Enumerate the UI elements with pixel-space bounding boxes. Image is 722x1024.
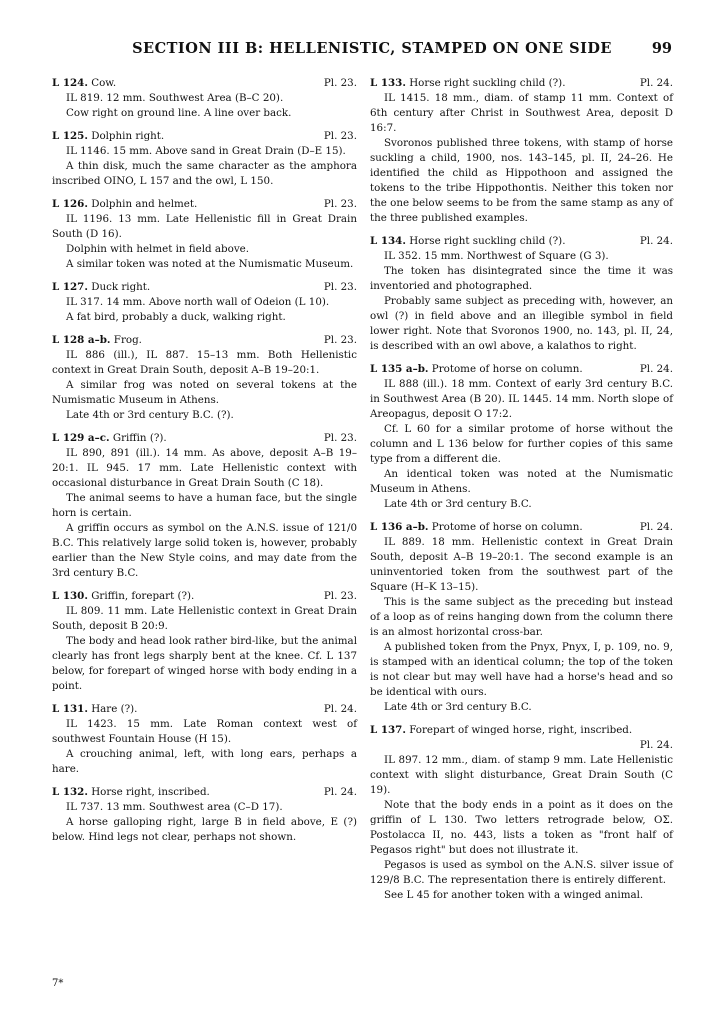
entry-paragraph: IL 352. 15 mm. Northwest of Square (G 3). — [384, 250, 609, 262]
catalog-entry — [52, 280, 357, 325]
catalog-number: L 125. — [52, 130, 88, 142]
entry-paragraph: Cow right on ground line. A line over back. — [66, 107, 292, 119]
entry-heading — [370, 723, 673, 753]
catalog-entry — [52, 76, 357, 121]
catalog-number: L 132. — [52, 786, 88, 798]
catalog-entry — [370, 723, 673, 903]
plate-reference: Pl. 23. — [323, 590, 357, 602]
entry-paragraph: Late 4th or 3rd century B.C. (?). — [66, 409, 234, 421]
entry-title — [52, 280, 150, 295]
entry-paragraph: Note that the body ends in a point as it does on the griffin of L 130. Two letters retrograde below, OΣ. Postolacca II, no. 443, lists a token as "front half of Pegasos right" but does not illustrate it. — [370, 799, 673, 856]
entry-paragraph: IL 1415. 18 mm., diam. of stamp 11 mm. Context of 6th century after Christ in Southwest Area, deposit D 16:7. — [370, 92, 673, 134]
entry-heading — [52, 589, 357, 604]
entry-paragraph: This is the same subject as the preceding but instead of a loop as of reins hanging down from the column there is an almost horizontal cross-bar. — [370, 596, 673, 638]
right-column — [370, 76, 673, 911]
catalog-entry — [370, 234, 673, 354]
entry-title — [370, 362, 583, 377]
entry-subject: Griffin, forepart (?). — [91, 590, 195, 602]
entry-title — [52, 431, 167, 446]
entry-paragraph: IL 317. 14 mm. Above north wall of Odeion (L 10). — [66, 296, 330, 308]
left-column — [52, 76, 357, 853]
catalog-entry — [52, 702, 357, 777]
entry-title — [52, 589, 194, 604]
catalog-entry — [52, 129, 357, 189]
plate-reference: Pl. 24. — [639, 521, 673, 533]
catalog-number: L 128 a–b. — [52, 334, 111, 346]
entry-heading — [52, 280, 357, 295]
entry-paragraph: A griffin occurs as symbol on the A.N.S. issue of 121/0 B.C. This relatively large solid token is, however, probably earlier than the New Style coins, and may date from the 3rd century B.C. — [52, 522, 357, 579]
plate-reference: Pl. 23. — [323, 281, 357, 293]
entry-subject: Dolphin and helmet. — [91, 198, 198, 210]
entry-paragraph: Late 4th or 3rd century B.C. — [384, 701, 532, 713]
entry-paragraph: Probably same subject as preceding with, however, an owl (?) in field above and an illegible symbol in field lower right. Note that Svoronos 1900, no. 143, pl. II, 24, is described with an owl above, a kalathos to right. — [370, 295, 673, 352]
entry-title — [52, 129, 164, 144]
catalog-number: L 126. — [52, 198, 88, 210]
plate-reference: Pl. 24. — [639, 363, 673, 375]
plate-reference: Pl. 24. — [639, 235, 673, 247]
entry-paragraph: IL 890, 891 (ill.). 14 mm. As above, deposit A–B 19–20:1. IL 945. 17 mm. Late Hellenistic context with occasional disturbance in Great Drain South (C 18). — [52, 447, 357, 489]
entry-title — [52, 702, 137, 717]
entry-title — [52, 197, 197, 212]
plate-reference: Pl. 24. — [323, 786, 357, 798]
entry-subject: Protome of horse on column. — [431, 521, 583, 533]
entry-subject: Griffin (?). — [112, 432, 167, 444]
plate-reference: Pl. 23. — [323, 77, 357, 89]
entry-paragraph: Cf. L 60 for a similar protome of horse without the column and L 136 below for further copies of this same type from a different die. — [370, 423, 673, 465]
entry-paragraph: A published token from the Pnyx, Pnyx, I, p. 109, no. 9, is stamped with an identical column; the top of the token is not clear but may well have had a horse's head and so be identical with ours. — [370, 641, 673, 698]
catalog-number: L 133. — [370, 77, 406, 89]
entry-paragraph: Svoronos published three tokens, with stamp of horse suckling a child, 1900, nos. 143–145, pl. II, 24–26. He identified the child as Hippothoon and assigned the tokens to the tribe Hippothontis. Neither this token nor the one below seems to be from the same stamp as any of the three published examples. — [370, 137, 673, 224]
entry-paragraph: A fat bird, probably a duck, walking right. — [66, 311, 286, 323]
entry-title — [370, 520, 583, 535]
catalog-entry — [52, 197, 357, 272]
catalog-number: L 135 a–b. — [370, 363, 429, 375]
entry-paragraph: IL 819. 12 mm. Southwest Area (B–C 20). — [66, 92, 284, 104]
plate-reference: Pl. 23. — [323, 432, 357, 444]
catalog-entry — [52, 785, 357, 845]
entry-heading — [52, 76, 357, 91]
entry-heading — [52, 333, 357, 348]
entry-paragraph: IL 889. 18 mm. Hellenistic context in Great Drain South, deposit A–B 19–20:1. The second example is an uninventoried token from the southwest part of the Square (H–K 13–15). — [370, 536, 673, 593]
entry-paragraph: An identical token was noted at the Numismatic Museum in Athens. — [370, 468, 673, 495]
entry-heading — [370, 362, 673, 377]
entry-paragraph: IL 1146. 15 mm. Above sand in Great Drain (D–E 15). — [66, 145, 346, 157]
catalog-number: L 134. — [370, 235, 406, 247]
entry-paragraph: IL 737. 13 mm. Southwest area (C–D 17). — [66, 801, 283, 813]
entry-subject: Cow. — [91, 77, 117, 89]
catalog-number: L 130. — [52, 590, 88, 602]
entry-paragraph: A similar frog was noted on several tokens at the Numismatic Museum in Athens. — [52, 379, 357, 406]
signature-mark: 7* — [52, 978, 64, 989]
entry-heading — [370, 234, 673, 249]
entry-subject: Horse right suckling child (?). — [409, 235, 566, 247]
entry-subject: Hare (?). — [91, 703, 138, 715]
catalog-number: L 129 a–c. — [52, 432, 110, 444]
entry-paragraph: IL 809. 11 mm. Late Hellenistic context in Great Drain South, deposit B 20:9. — [52, 605, 357, 632]
catalog-number: L 137. — [370, 724, 406, 736]
entry-subject: Horse right suckling child (?). — [409, 77, 566, 89]
entry-title — [370, 724, 632, 736]
catalog-entry — [370, 520, 673, 715]
plate-reference: Pl. 24. — [639, 77, 673, 89]
entry-subject: Duck right. — [91, 281, 151, 293]
entry-paragraph: IL 1423. 15 mm. Late Roman context west of southwest Fountain House (H 15). — [52, 718, 357, 745]
entry-title — [370, 76, 565, 91]
plate-reference: Pl. 24. — [323, 703, 357, 715]
catalog-entry — [370, 76, 673, 226]
catalog-entry — [52, 431, 357, 581]
entry-paragraph: IL 886 (ill.), IL 887. 15–13 mm. Both Hellenistic context in Great Drain South, deposit A–B 19–20:1. — [52, 349, 357, 376]
entry-paragraph: A crouching animal, left, with long ears, perhaps a hare. — [52, 748, 357, 775]
entry-heading — [52, 129, 357, 144]
catalog-entry — [52, 333, 357, 423]
entry-heading — [370, 76, 673, 91]
catalog-number: L 124. — [52, 77, 88, 89]
entry-paragraph: The animal seems to have a human face, but the single horn is certain. — [52, 492, 357, 519]
catalog-number: L 136 a–b. — [370, 521, 429, 533]
entry-paragraph: A horse galloping right, large B in field above, E (?) below. Hind legs not clear, perhaps not shown. — [52, 816, 357, 843]
page-number: 99 — [651, 40, 672, 57]
entry-paragraph: Dolphin with helmet in field above. — [66, 243, 250, 255]
entry-heading — [52, 785, 357, 800]
entry-paragraph: A similar token was noted at the Numismatic Museum. — [66, 258, 354, 270]
page-header — [52, 40, 672, 64]
plate-reference: Pl. 23. — [323, 130, 357, 142]
entry-subject: Frog. — [113, 334, 142, 346]
entry-paragraph: Pegasos is used as symbol on the A.N.S. silver issue of 129/8 B.C. The representation there is entirely different. — [370, 859, 673, 886]
entry-subject: Forepart of winged horse, right, inscribed. — [409, 724, 633, 736]
plate-reference: Pl. 24. — [639, 739, 673, 751]
entry-title — [52, 76, 116, 91]
plate-reference: Pl. 23. — [323, 198, 357, 210]
entry-subject: Dolphin right. — [91, 130, 165, 142]
entry-subject: Horse right, inscribed. — [91, 786, 210, 798]
entry-title — [52, 785, 210, 800]
entry-paragraph: Late 4th or 3rd century B.C. — [384, 498, 532, 510]
entry-title — [370, 234, 565, 249]
entry-paragraph: IL 1196. 13 mm. Late Hellenistic fill in Great Drain South (D 16). — [52, 213, 357, 240]
entry-heading — [52, 197, 357, 212]
entry-paragraph: IL 888 (ill.). 18 mm. Context of early 3rd century B.C. in Southwest Area (B 20). IL 1445. 14 mm. North slope of Areopagus, deposit O 17:2. — [370, 378, 673, 420]
entry-paragraph: The body and head look rather bird-like, but the animal clearly has front legs sharply bent at the knee. Cf. L 137 below, for forepart of winged horse with body ending in a point. — [52, 635, 357, 692]
entry-paragraph: See L 45 for another token with a winged animal. — [384, 889, 644, 901]
catalog-entry — [370, 362, 673, 512]
entry-heading — [52, 702, 357, 717]
catalog-entry — [52, 589, 357, 694]
catalog-number: L 127. — [52, 281, 88, 293]
plate-reference: Pl. 23. — [323, 334, 357, 346]
entry-subject: Protome of horse on column. — [431, 363, 583, 375]
entry-title — [52, 333, 142, 348]
catalog-number: L 131. — [52, 703, 88, 715]
entry-paragraph: A thin disk, much the same character as the amphora inscribed OINO, L 157 and the owl, L 150. — [52, 160, 357, 187]
section-title: SECTION III B: HELLENISTIC, STAMPED ON ONE SIDE — [132, 40, 612, 57]
entry-heading — [52, 431, 357, 446]
entry-heading — [370, 520, 673, 535]
entry-paragraph: The token has disintegrated since the time it was inventoried and photographed. — [370, 265, 673, 292]
entry-paragraph: IL 897. 12 mm., diam. of stamp 9 mm. Late Hellenistic context with slight disturbance, Great Drain South (C 19). — [370, 754, 673, 796]
